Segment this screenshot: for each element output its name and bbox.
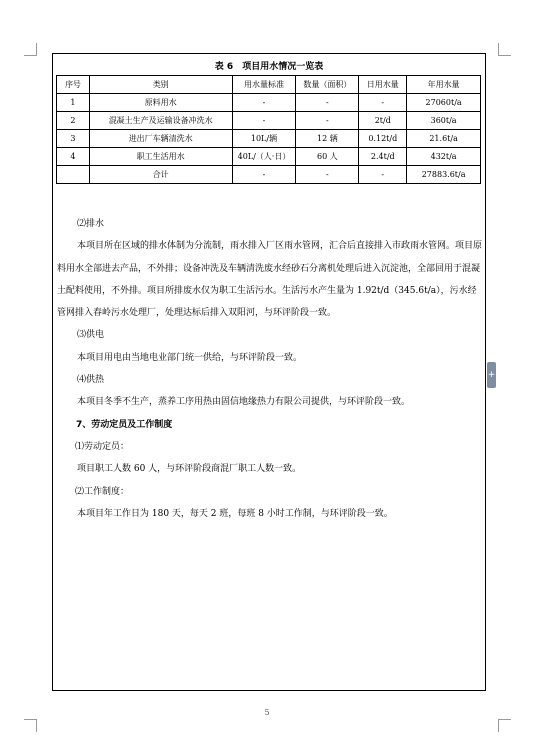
table-row <box>57 112 481 130</box>
table-row <box>57 94 481 112</box>
table-cell: 60 人 <box>296 148 359 166</box>
side-expand-tab[interactable]: + <box>487 362 496 388</box>
table-total-row <box>57 166 481 184</box>
table-cell: 27883.6t/a <box>407 166 481 184</box>
table-cell: 21.6t/a <box>407 130 481 148</box>
power-heading: ⑶供电 <box>77 330 105 341</box>
document-body <box>57 213 482 525</box>
table-cell: 10L/辆 <box>232 130 296 148</box>
table-cell: - <box>232 112 296 130</box>
crop-mark-bottom-right <box>498 719 511 732</box>
header-cell: 类别 <box>89 76 232 94</box>
crop-mark-bottom-left <box>24 719 37 732</box>
table-cell: - <box>232 94 296 112</box>
table-cell: 进出厂车辆清洗水 <box>89 130 232 148</box>
work-system-paragraph: 本项目年工作日为 180 天，每天 2 班，每班 8 小时工作制，与环评阶段一致。 <box>77 508 393 519</box>
table-cell: 432t/a <box>407 148 481 166</box>
table-cell: 0.12t/d <box>359 130 407 148</box>
table-cell: 原料用水 <box>89 94 232 112</box>
table-cell: 1 <box>57 94 90 112</box>
table-cell: 40L/（人·日） <box>232 148 296 166</box>
header-cell: 年用水量 <box>407 76 481 94</box>
power-paragraph: 本项目用电由当地电业部门统一供给，与环评阶段一致。 <box>77 352 303 363</box>
drainage-paragraph: 本项目所在区域的排水体制为分流制，雨水排入厂区雨水管网，汇合后直接排入市政雨水管网。项目原料用水全部进去产品，不外排；设备冲洗及车辆清洗废水经砂石分离机处理后进入沉淀池，全部回用于混凝土配料使用，不外排。项目所排废水仅为职工生活污水。生活污水产生量为 1.92t/d（345.6t/a），污水经管网排入春岭污水处理厂，处理达标后排入双阳河，与环评阶段一致。 <box>57 241 483 319</box>
table-header-row <box>57 76 481 94</box>
table-cell: 4 <box>57 148 90 166</box>
table-cell: - <box>232 166 296 184</box>
table-cell: - <box>296 94 359 112</box>
table-row <box>57 130 481 148</box>
crop-mark-top-left <box>24 43 37 56</box>
header-cell: 数量（面积） <box>296 76 359 94</box>
table-cell <box>57 166 90 184</box>
table-cell: 12 辆 <box>296 130 359 148</box>
table-cell: 职工生活用水 <box>89 148 232 166</box>
heating-paragraph: 本项目冬季不生产，蒸养工序用热由固信地缘热力有限公司提供，与环评阶段一致。 <box>77 397 411 408</box>
staffing-heading: ⑴劳动定员： <box>75 441 130 452</box>
drainage-heading: ⑵排水 <box>77 219 105 229</box>
table-cell: 2t/d <box>359 112 407 130</box>
table-cell: - <box>296 112 359 130</box>
section-7-heading: 7、劳动定员及工作制度 <box>76 419 173 430</box>
table-cell: 27060t/a <box>407 94 481 112</box>
water-usage-table <box>56 75 481 184</box>
work-system-heading: ⑵工作制度： <box>75 486 130 497</box>
staffing-paragraph: 项目职工人数 60 人，与环评阶段商混厂职工人数一致。 <box>77 464 302 475</box>
table-cell: 2 <box>57 112 90 130</box>
table-caption: 表 6 项目用水情况一览表 <box>214 62 324 72</box>
heating-heading: ⑷供热 <box>77 375 105 386</box>
header-cell: 序号 <box>57 76 90 94</box>
crop-mark-top-right <box>498 43 511 56</box>
page-number: 5 <box>264 708 270 717</box>
header-cell: 日用水量 <box>359 76 407 94</box>
table-cell: 360t/a <box>407 112 481 130</box>
header-cell: 用水量标准 <box>232 76 296 94</box>
table-row <box>57 148 481 166</box>
table-cell: - <box>296 166 359 184</box>
table-cell: 混凝土生产及运输设备冲洗水 <box>89 112 232 130</box>
table-cell: 3 <box>57 130 90 148</box>
table-cell: 2.4t/d <box>359 148 407 166</box>
table-cell: - <box>359 94 407 112</box>
table-cell: - <box>359 166 407 184</box>
table-cell: 合计 <box>89 166 232 184</box>
